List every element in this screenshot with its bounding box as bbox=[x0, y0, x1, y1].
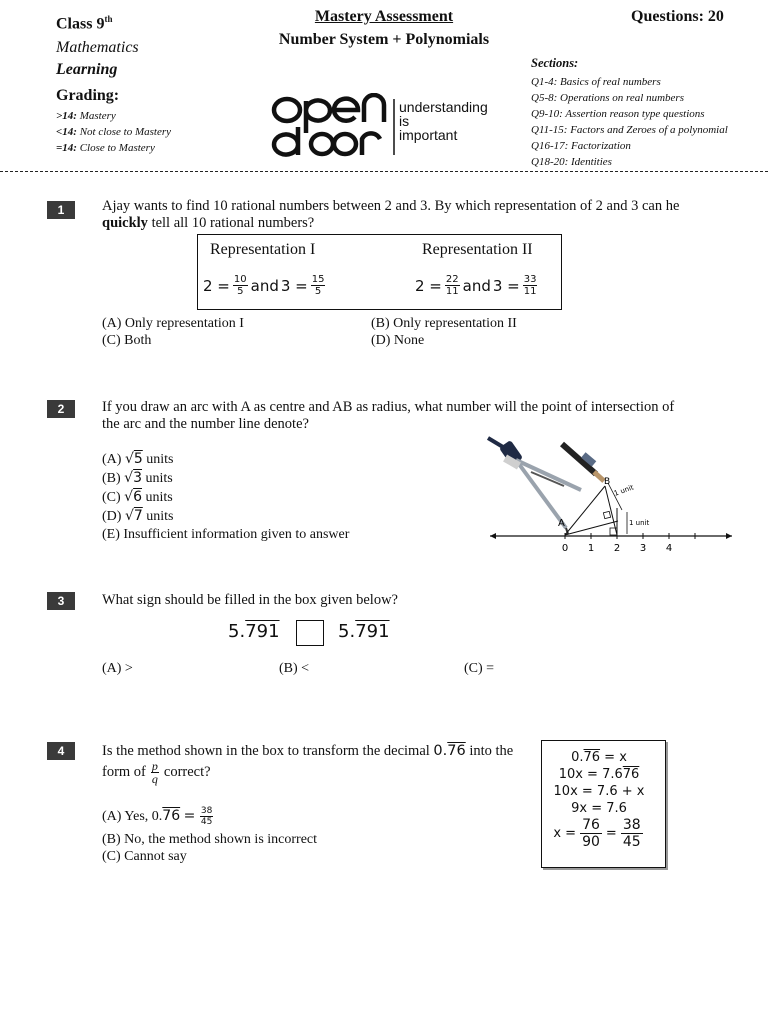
section-item: Q16-17: Factorization bbox=[531, 140, 631, 152]
method-line: 0.76 = x bbox=[571, 750, 627, 765]
unit-label-1: 1 unit bbox=[612, 483, 635, 498]
section-item: Q5-8: Operations on real numbers bbox=[531, 92, 684, 104]
unit-label-2: 1 unit bbox=[629, 519, 650, 527]
q1-option-d[interactable]: (D) None bbox=[371, 333, 425, 348]
q2-options bbox=[102, 450, 349, 543]
sections-title: Sections: bbox=[531, 56, 579, 70]
tick-2: 2 bbox=[613, 543, 621, 554]
compass-icon bbox=[488, 438, 604, 534]
point-a-label: A bbox=[558, 518, 565, 529]
representation-2-math: 2 = $\frac{22}{11}$ and 3 = $\frac{33}{11}$ bbox=[415, 274, 537, 297]
q2-option-a[interactable]: (A) √5 units bbox=[102, 451, 174, 467]
subject: Mathematics bbox=[56, 39, 139, 56]
q3-answer-box[interactable] bbox=[296, 620, 324, 646]
tick-3: 3 bbox=[639, 543, 647, 554]
logo-mark bbox=[274, 95, 384, 155]
q3-right-number: 5.791 bbox=[338, 621, 390, 642]
grading-item: =14: Close to Mastery bbox=[56, 142, 155, 154]
section-item: Q9-10: Assertion reason type questions bbox=[531, 108, 705, 120]
compass-figure-svg bbox=[486, 430, 736, 555]
q3-option-c[interactable]: (C) = bbox=[464, 661, 495, 676]
q2-option-e[interactable]: (E) Insufficient information given to answer bbox=[102, 527, 350, 542]
q3-option-a[interactable]: (A) > bbox=[102, 661, 133, 676]
method-line: x = $\frac{76}{90}$ = $\frac{38}{45}$ bbox=[553, 817, 641, 850]
question-number-1: 1 bbox=[47, 201, 75, 219]
q4-option-b[interactable]: (B) No, the method shown is incorrect bbox=[102, 832, 318, 847]
q1-option-c[interactable]: (C) Both bbox=[102, 333, 152, 348]
header-divider bbox=[0, 171, 768, 172]
point-b-label: B bbox=[604, 477, 611, 487]
method-line: 10x = 7.676 bbox=[558, 767, 640, 782]
q2-option-d[interactable]: (D) √7 units bbox=[102, 508, 174, 524]
question-number-2: 2 bbox=[47, 400, 75, 418]
tick-0: 0 bbox=[561, 543, 569, 554]
q4-option-a[interactable]: (A) Yes, 0. 76 = $\frac{38}{45}$ bbox=[102, 806, 213, 827]
tick-4: 4 bbox=[665, 543, 673, 554]
question-number-4: 4 bbox=[47, 742, 75, 760]
question-1-text: Ajay wants to find 10 rational numbers between 2 and 3. By which representation of 2 and 3 can he quickly tell all 10 rational numbers? bbox=[102, 198, 680, 231]
q3-option-b[interactable]: (B) < bbox=[279, 661, 310, 676]
representation-1-math: 2 = $\frac{10}{5}$ and 3 = $\frac{15}{5}$ bbox=[203, 274, 325, 297]
grading-item: >14: Mastery bbox=[56, 110, 116, 122]
section-item: Q11-15: Factors and Zeroes of a polynomial bbox=[531, 124, 728, 136]
q4-method-lines bbox=[548, 749, 650, 850]
assessment-subtitle: Number System + Polynomials bbox=[278, 31, 490, 48]
q1-option-b[interactable]: (B) Only representation II bbox=[371, 316, 517, 331]
grading-title: Grading: bbox=[56, 87, 120, 104]
representation-1-title: Representation I bbox=[210, 241, 316, 258]
questions-count: Questions: 20 bbox=[631, 8, 724, 25]
tick-1: 1 bbox=[587, 543, 595, 554]
question-number-3: 3 bbox=[47, 592, 75, 610]
representation-2-title: Representation II bbox=[422, 241, 533, 258]
assessment-title: Mastery Assessment bbox=[314, 8, 454, 25]
logo-tagline: understanding is important bbox=[399, 99, 488, 143]
question-3-text: What sign should be filled in the box given below? bbox=[102, 592, 398, 608]
q2-option-c[interactable]: (C) √6 units bbox=[102, 489, 173, 505]
grading-item: <14: Not close to Mastery bbox=[56, 126, 172, 138]
question-2-text: If you draw an arc with A as centre and AB as radius, what number will the point of intersection of the arc and the number line denote? bbox=[102, 399, 675, 432]
q4-option-c[interactable]: (C) Cannot say bbox=[102, 849, 187, 864]
sections-list bbox=[531, 74, 728, 170]
q1-option-a[interactable]: (A) Only representation I bbox=[102, 316, 244, 331]
class-label: Class 9th bbox=[56, 14, 113, 33]
opendoor-logo bbox=[270, 93, 500, 159]
compass-figure bbox=[486, 430, 736, 555]
question-4-text-line2: form of $\frac{p}{q}$ correct? bbox=[102, 759, 211, 786]
question-4-text-line1: Is the method shown in the box to transform the decimal 0.76 into the bbox=[102, 743, 514, 759]
section-item: Q18-20: Identities bbox=[531, 156, 612, 168]
q3-left-number: 5.791 bbox=[228, 621, 280, 642]
mode: Learning bbox=[56, 61, 118, 78]
method-line: 10x = 7.6 + x bbox=[553, 784, 645, 799]
q2-option-b[interactable]: (B) √3 units bbox=[102, 470, 173, 486]
grading-list bbox=[56, 108, 171, 156]
method-line: 9x = 7.6 bbox=[571, 801, 627, 816]
section-item: Q1-4: Basics of real numbers bbox=[531, 76, 661, 88]
